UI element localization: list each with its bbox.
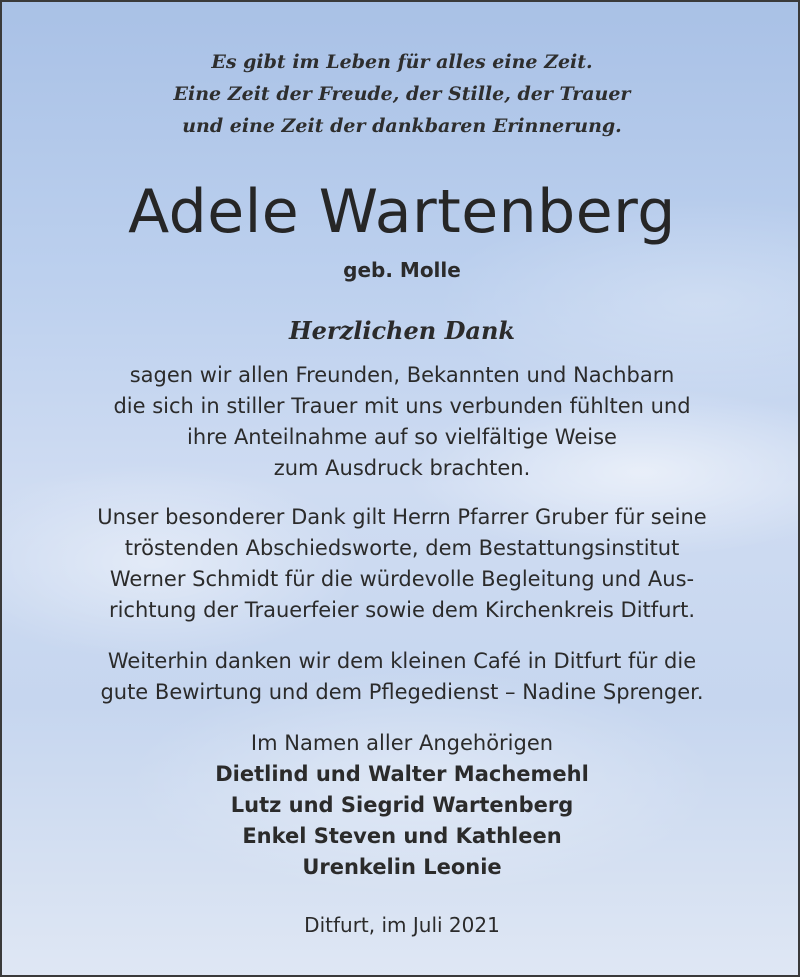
opening-quote [2,46,800,142]
signatory-name: Lutz und Siegrid Wartenberg [230,793,574,817]
signatory-name: Urenkelin Leonie [302,855,502,879]
text-line: gute Bewirtung und dem Pflegedienst – Nadine Sprenger. [100,680,704,704]
quote-line: und eine Zeit der dankbaren Erinnerung. [182,115,622,137]
text-line: ihre Anteilnahme auf so vielfältige Weise [187,425,617,449]
thanks-heading: Herzlichen Dank [288,316,516,345]
text-line: Unser besonderer Dank gilt Herrn Pfarrer Gruber für seine [97,505,707,529]
text-line: sagen wir allen Freunden, Bekannten und Nachbarn [129,363,675,387]
thanks-paragraph-1 [2,360,800,484]
text-line: tröstenden Abschiedsworte, dem Bestattungsinstitut [124,536,680,560]
signature-intro: Im Namen aller Angehörigen [250,731,554,755]
place-date: Ditfurt, im Juli 2021 [304,913,500,937]
text-line: die sich in stiller Trauer mit uns verbunden fühlten und [113,394,691,418]
text-line: Weiterhin danken wir dem kleinen Café in Ditfurt für die [107,649,697,673]
signatory-name: Enkel Steven und Kathleen [242,824,562,848]
deceased-name: Adele Wartenberg [128,177,676,247]
thanks-paragraph-2 [2,502,800,626]
text-line: Werner Schmidt für die würdevolle Begleitung und Aus- [109,567,695,591]
signatory-name: Dietlind und Walter Machemehl [215,762,589,786]
quote-line: Es gibt im Leben für alles eine Zeit. [211,51,593,73]
signature-block [2,728,800,883]
birth-name: geb. Molle [343,258,461,282]
text-line: zum Ausdruck brachten. [273,456,531,480]
text-line: richtung der Trauerfeier sowie dem Kirchenkreis Ditfurt. [108,598,696,622]
thanks-paragraph-3 [2,646,800,708]
quote-line: Eine Zeit der Freude, der Stille, der Trauer [173,83,631,105]
